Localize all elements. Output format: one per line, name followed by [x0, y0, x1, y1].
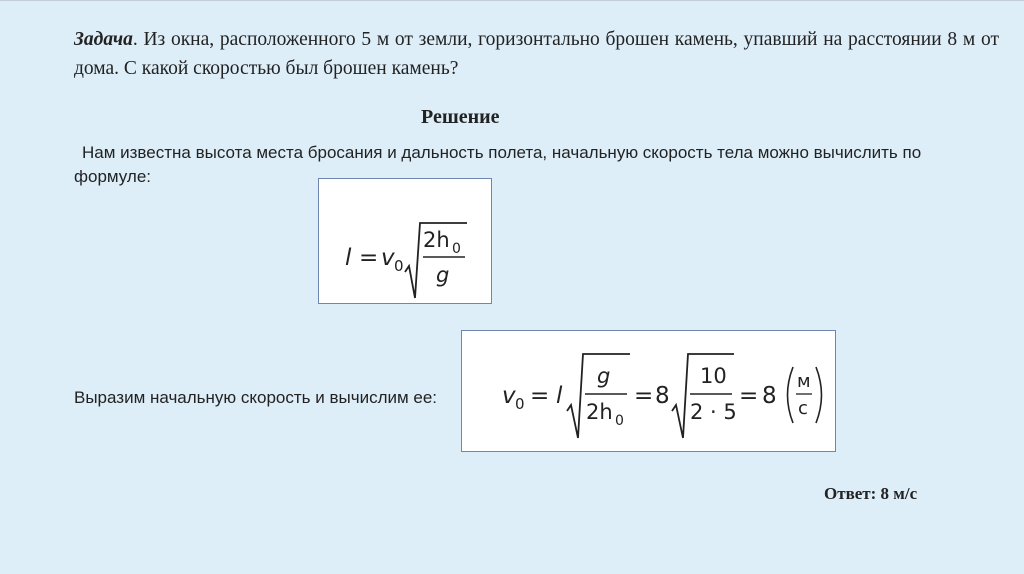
formula-numerator: 2h: [423, 228, 450, 252]
velocity-formula: [462, 331, 835, 451]
formula-velocity-symbol: v: [381, 245, 395, 271]
formula-equals: =: [359, 245, 379, 271]
fraction1-numerator: g: [597, 364, 611, 388]
coefficient: 8: [655, 383, 670, 409]
fraction2-denominator: 2 · 5: [690, 400, 737, 424]
unit-numerator: м: [797, 371, 811, 392]
top-divider: [0, 0, 1024, 1]
fraction1-denominator: 2h: [586, 400, 613, 424]
problem-label: Задача: [74, 29, 133, 50]
fraction2-numerator: 10: [700, 364, 727, 388]
formula-numerator-subscript: 0: [452, 241, 461, 257]
unit-left-paren: [788, 367, 794, 423]
range-formula-box: [318, 178, 492, 304]
velocity-formula-box: [461, 330, 836, 452]
v0-subscript: 0: [515, 395, 525, 413]
formula-velocity-subscript: 0: [394, 257, 404, 275]
solution-heading: Решение: [421, 106, 500, 128]
equals-3: =: [739, 383, 759, 409]
v0-symbol: v: [502, 383, 516, 409]
problem-text: . Из окна, расположенного 5 м от земли, горизонтально брошен камень, упавший на расстоянии 8 м от дома. С какой скоростью был брошен камень?: [74, 29, 999, 79]
range-symbol: l: [556, 383, 563, 409]
solution-intro-text: Нам известна высота места бросания и дальность полета, начальную скорость тела можно вычислить по формуле:: [74, 143, 922, 186]
fraction1-denominator-subscript: 0: [615, 413, 624, 429]
unit-right-paren: [816, 367, 822, 423]
equals-1: =: [530, 383, 550, 409]
solution-intro: [74, 141, 974, 189]
result-value: 8: [762, 383, 777, 409]
formula-range-symbol: l: [345, 245, 352, 271]
answer: Ответ: 8 м/с: [824, 484, 918, 503]
range-formula: [319, 179, 491, 303]
problem-statement: [74, 25, 999, 83]
equals-2: =: [634, 383, 654, 409]
express-velocity-text: Выразим начальную скорость и вычислим ее:: [74, 388, 438, 407]
unit-denominator: с: [798, 398, 808, 419]
formula-denominator: g: [436, 263, 450, 287]
